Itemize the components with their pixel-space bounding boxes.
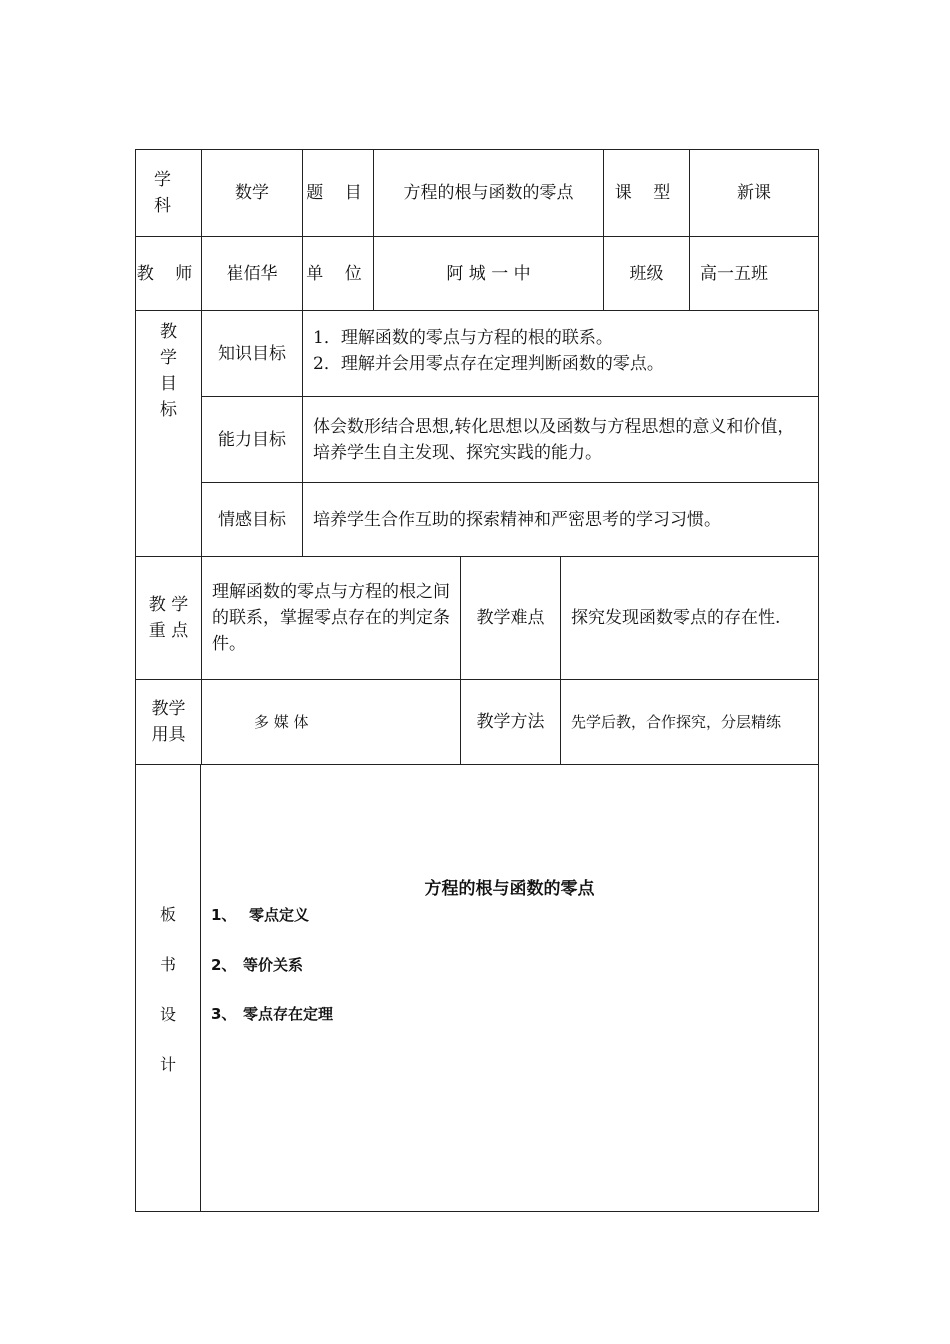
unit-label: 单 位 [302, 236, 374, 311]
board-item-number: 3、 [211, 1005, 237, 1023]
knowledge-goal-label: 知识目标 [201, 310, 303, 397]
board-item-text: 零点定义 [249, 906, 310, 924]
emotion-goal-text: 培养学生合作互助的探索精神和严密思考的学习习惯。 [302, 482, 819, 557]
board-label-char: 板 [159, 905, 176, 924]
class-value: 高一五班 [689, 236, 819, 311]
method-text: 先学后教，合作探究，分层精练 [560, 679, 819, 765]
board-item-number: 1、 [211, 906, 237, 924]
unit-value: 阿 城 一 中 [373, 236, 604, 311]
tools-label-line: 用具 [151, 725, 186, 745]
tools-label-line: 教学 [151, 699, 186, 719]
board-label-char: 计 [159, 1055, 176, 1074]
knowledge-goal-line: 2．理解并会用零点存在定理判断函数的零点。 [313, 354, 664, 374]
key-points-label [135, 556, 202, 680]
board-item [211, 904, 309, 926]
tools-text: 多 媒 体 [201, 679, 461, 765]
board-label-char: 书 [159, 955, 176, 974]
subject-value: 数学 [201, 149, 303, 237]
goals-label [135, 310, 202, 557]
goals-label-char: 教 [160, 322, 177, 342]
key-points-text: 理解函数的零点与方程的根之间的联系，掌握零点存在的判定条件。 [201, 556, 461, 680]
board-item-number: 2、 [211, 956, 237, 974]
goals-label-char: 目 [160, 374, 177, 394]
teacher-label: 教 师 [135, 236, 202, 311]
board-design-content [200, 764, 819, 1212]
goals-label-char: 标 [160, 400, 177, 420]
board-title: 方程的根与函数的零点 [424, 879, 595, 899]
topic-label: 题 目 [302, 149, 374, 237]
knowledge-goal-text [302, 310, 819, 397]
topic-value: 方程的根与函数的零点 [373, 149, 604, 237]
class-label: 班级 [603, 236, 690, 311]
emotion-goal-label: 情感目标 [201, 482, 303, 557]
difficulty-text: 探究发现函数零点的存在性. [560, 556, 819, 680]
tools-label [135, 679, 202, 765]
lesson-type-value: 新课 [689, 149, 819, 237]
board-item [211, 954, 303, 976]
ability-goal-label: 能力目标 [201, 396, 303, 483]
board-item-text: 零点存在定理 [243, 1005, 334, 1023]
difficulty-label: 教学难点 [460, 556, 561, 680]
board-item [211, 1003, 333, 1025]
board-item-text: 等价关系 [243, 956, 304, 974]
board-design-label [135, 764, 201, 1212]
knowledge-goal-line: 1．理解函数的零点与方程的根的联系。 [313, 328, 613, 348]
key-points-label-line: 重 点 [148, 621, 189, 641]
lesson-type-label: 课 型 [603, 149, 690, 237]
key-points-label-line: 教 学 [148, 595, 189, 615]
goals-label-char: 学 [160, 348, 177, 368]
ability-goal-text: 体会数形结合思想,转化思想以及函数与方程思想的意义和价值，培养学生自主发现、探究实践的能力。 [302, 396, 819, 483]
teacher-value: 崔佰华 [201, 236, 303, 311]
method-label: 教学方法 [460, 679, 561, 765]
subject-label: 学 科 [135, 149, 202, 237]
board-label-char: 设 [159, 1005, 176, 1024]
